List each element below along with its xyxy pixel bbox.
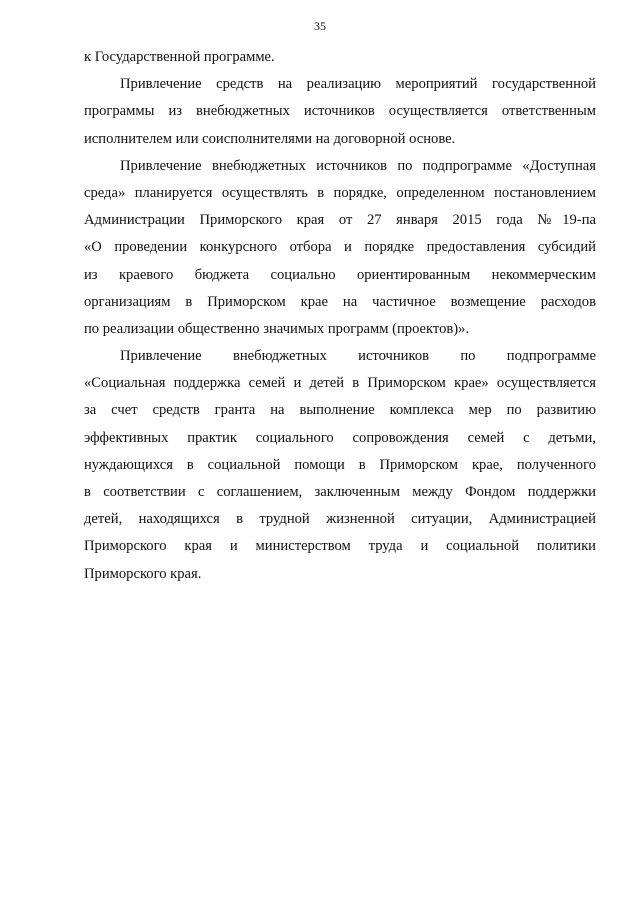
document-body xyxy=(84,44,596,588)
text-line: Приморского края. xyxy=(84,565,202,582)
text-line: Администрации Приморского края от 27 января 2015 года №19-па xyxy=(84,212,596,229)
text-line: из краевого бюджета социально ориентированным некоммерческим xyxy=(84,266,596,283)
text-line: «Социальная поддержка семей и детей в Приморском крае» осуществляется xyxy=(84,375,596,392)
text-line: исполнителем или соисполнителями на договорной основе. xyxy=(84,130,456,147)
text-line: Привлечение внебюджетных источников по подпрограмме «Доступная xyxy=(120,157,596,174)
text-line: эффективных практик социального сопровождения семей с детьми, xyxy=(84,429,596,446)
text-line: среда» планируется осуществлять в порядке, определенном постановлением xyxy=(84,184,596,201)
text-line: нуждающихся в социальной помощи в Приморском крае, полученного xyxy=(84,456,596,473)
text-line: «О проведении конкурсного отбора и порядке предоставления субсидий xyxy=(84,239,596,256)
text-line: детей, находящихся в трудной жизненной ситуации, Администрацией xyxy=(84,511,596,528)
text-line: в соответствии с соглашением, заключенным между Фондом поддержки xyxy=(84,484,596,500)
text-line: по реализации общественно значимых программ (проектов)». xyxy=(84,320,470,337)
text-line: Привлечение средств на реализацию мероприятий государственной xyxy=(120,76,596,93)
page-number: 35 xyxy=(314,19,326,33)
text-line: организациям в Приморском крае на частичное возмещение расходов xyxy=(84,293,596,310)
text-line: к Государственной программе. xyxy=(84,49,275,65)
text-line: Привлечение внебюджетных источников по подпрограмме xyxy=(120,348,596,365)
text-line: Приморского края и министерством труда и социальной политики xyxy=(84,538,596,555)
text-line: за счет средств гранта на выполнение комплекса мер по развитию xyxy=(84,402,596,419)
text-line: программы из внебюджетных источников осуществляется ответственным xyxy=(84,103,596,120)
